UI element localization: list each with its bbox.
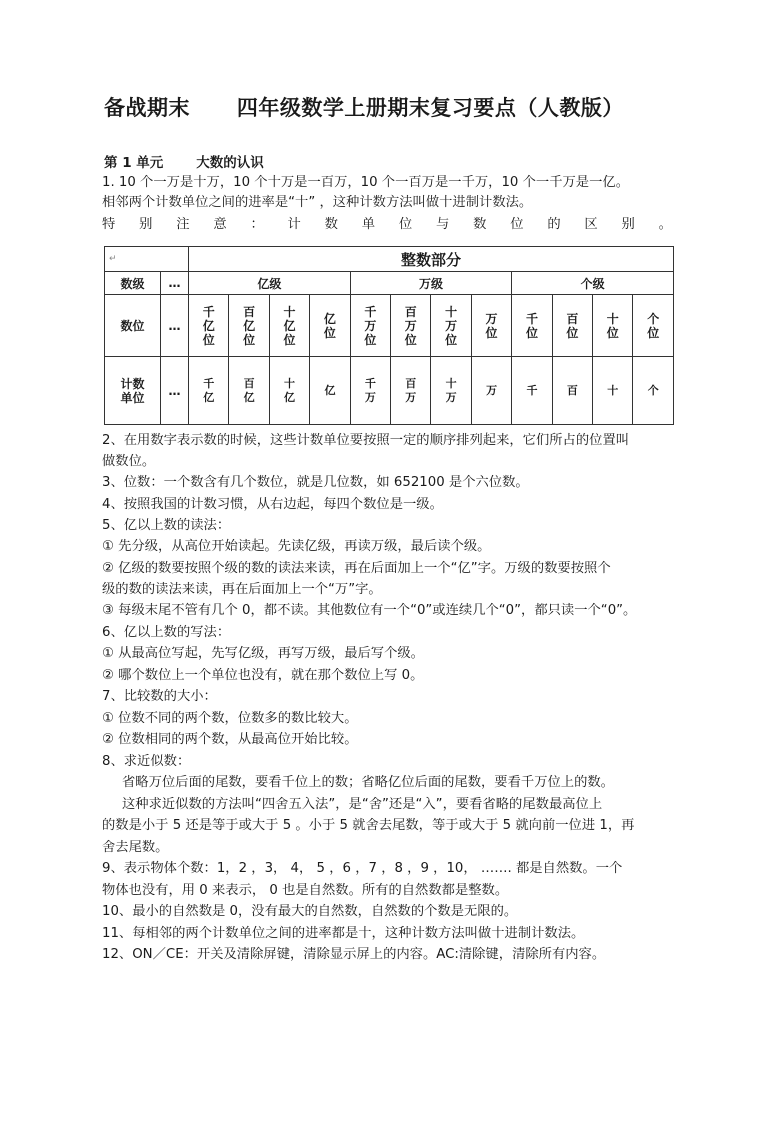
text-line: 6、亿以上数的写法： [102,625,231,640]
unit-label: 百 [566,384,578,397]
place-label: 万位 [485,311,498,340]
page-title: 备战期末 四年级数学上册期末复习要点（人教版） [104,96,624,120]
dots-cell: … [161,272,189,295]
unit-heading: 第 1 单元 大数的认识 [104,155,264,171]
unit-label: 亿 [324,384,336,397]
place-label: 百位 [566,311,579,340]
paragraph-1-line-2: 相邻两个计数单位之间的进率是“十” ，这种计数方法叫做十进制计数法。 [102,195,533,210]
unit-label: 百亿 [243,376,255,404]
place-label: 百万位 [404,304,417,347]
place-cell [391,295,431,357]
unit-cell [471,357,511,425]
unit-label: 万 [486,384,498,397]
unit-cell [391,357,431,425]
place-cell [229,295,269,357]
unit-cell [552,357,592,425]
note-char: 。 [658,217,672,232]
text-line: 省略万位后面的尾数，要看千位上的数；省略亿位后面的尾数，要看千万位上的数。 [122,775,614,790]
unit-row-label [105,357,161,425]
dots-cell: … [161,357,189,425]
level-yi: 亿级 [189,272,351,295]
place-label: 千位 [525,311,538,340]
text-line: 的数是小于 5 还是等于或大于 5 。小于 5 就舍去尾数，等于或大于 5 就向前一位进 1，再 [102,818,635,833]
unit-cell [431,357,471,425]
text-line: 3、位数：一个数含有几个数位，就是几位数，如 652100 是个六位数。 [102,475,529,490]
integer-part-header: 整数部分 [189,247,674,272]
text-line: 物体也没有，用 0 来表示， 0 也是自然数。所有的自然数都是整数。 [102,883,509,898]
note-char: 意 [213,217,227,232]
paragraph-1-line-1: 1. 10 个一万是十万，10 个十万是一百万，10 个一百万是一千万，10 个一千万是一亿。 [102,175,629,190]
level-row-label: 数级 [105,272,161,295]
note-char: ： [250,217,264,232]
place-cell [552,295,592,357]
place-cell [633,295,674,357]
place-label: 十位 [606,311,619,340]
place-cell [310,295,350,357]
text-line: ① 位数不同的两个数，位数多的数比较大。 [102,711,358,726]
place-value-table [104,246,674,425]
text-line: ① 先分级，从高位开始读起。先读亿级，再读万级，最后读个级。 [102,539,491,554]
text-line: ② 哪个数位上一个单位也没有，就在那个数位上写 0。 [102,668,424,683]
place-label: 千万位 [364,304,377,347]
unit-label: 十 [607,384,619,397]
text-line: 9、表示物体个数：1，2 ，3， 4， 5 ，6 ，7 ，8 ，9 ，10， ……. 都是自然数。一个 [102,861,623,876]
dots-cell: … [161,295,189,357]
unit-cell [593,357,633,425]
text-line: ② 亿级的数要按照个级的数的读法来读，再在后面加上一个“亿”字。万级的数要按照个 [102,561,611,576]
text-line: 8、求近似数： [102,754,191,769]
unit-label: 百万 [405,376,417,404]
place-cell [471,295,511,357]
unit-label: 千 [526,384,538,397]
note-char: 的 [547,217,561,232]
place-cell [431,295,471,357]
note-char: 单 [361,217,376,232]
unit-cell [269,357,309,425]
unit-cell [310,357,350,425]
place-cell [189,295,229,357]
unit-cell [512,357,552,425]
place-cell [269,295,309,357]
note-char: 与 [435,217,450,232]
place-cell [593,295,633,357]
place-label: 十万位 [445,304,458,347]
unit-row-label-text: 计数单位 [120,376,145,405]
text-line: 7、比较数的大小： [102,689,217,704]
place-label: 亿位 [323,311,336,340]
level-wan: 万级 [350,272,512,295]
text-line: 11、每相邻的两个计数单位之间的进率都是十，这种计数方法叫做十进制计数法。 [102,926,585,941]
unit-cell [633,357,674,425]
unit-label: 十亿 [284,376,296,404]
note-char: 特 [102,217,116,232]
note-char: 注 [176,217,190,232]
unit-cell [229,357,269,425]
unit-label: 千亿 [203,376,215,404]
place-cell [512,295,552,357]
text-line: 舍去尾数。 [102,840,169,855]
note-char: 计 [287,217,301,232]
note-char: 区 [584,217,598,232]
place-label: 十亿位 [283,304,296,347]
text-line: ② 位数相同的两个数，从最高位开始比较。 [102,732,358,747]
unit-label: 个 [647,384,659,397]
special-note [102,214,672,235]
text-line: 10、最小的自然数是 0，没有最大的自然数，自然数的个数是无限的。 [102,904,518,919]
note-char: 别 [621,217,635,232]
place-label: 个位 [647,311,660,340]
text-line: 这种求近似数的方法叫“四舍五入法”，是“舍”还是“入”，要看省略的尾数最高位上 [122,797,603,812]
level-ge: 个级 [512,272,674,295]
unit-cell [189,357,229,425]
text-line: 级的数的读法来读，再在后面加上一个“万”字。 [102,582,382,597]
unit-label: 千万 [364,376,376,404]
text-line: ① 从最高位写起，先写亿级，再写万级，最后写个级。 [102,646,424,661]
place-cell [350,295,390,357]
place-row-label: 数位 [105,295,161,357]
text-line: 4、按照我国的计数习惯，从右边起，每四个数位是一级。 [102,497,443,512]
note-char: 位 [398,217,413,232]
text-line: ③ 每级末尾不管有几个 0，都不读。其他数位有一个“0”或连续几个“0”，都只读一个“0”。 [102,603,637,618]
text-line: 5、亿以上数的读法： [102,518,231,533]
unit-label: 十万 [445,376,457,404]
note-char: 别 [139,217,153,232]
place-label: 百亿位 [243,304,256,347]
note-char: 数 [324,217,338,232]
place-label: 千亿位 [202,304,215,347]
note-char: 数 [473,217,487,232]
text-line: 做数位。 [102,454,156,469]
table-corner: ↵ [105,247,189,272]
note-char: 位 [510,217,524,232]
text-line: 2、在用数字表示数的时候，这些计数单位要按照一定的顺序排列起来，它们所占的位置叫 [102,433,630,448]
text-line: 12、ON／CE：开关及清除屏键，清除显示屏上的内容。AC:清除键，清除所有内容。 [102,947,606,962]
unit-cell [350,357,390,425]
